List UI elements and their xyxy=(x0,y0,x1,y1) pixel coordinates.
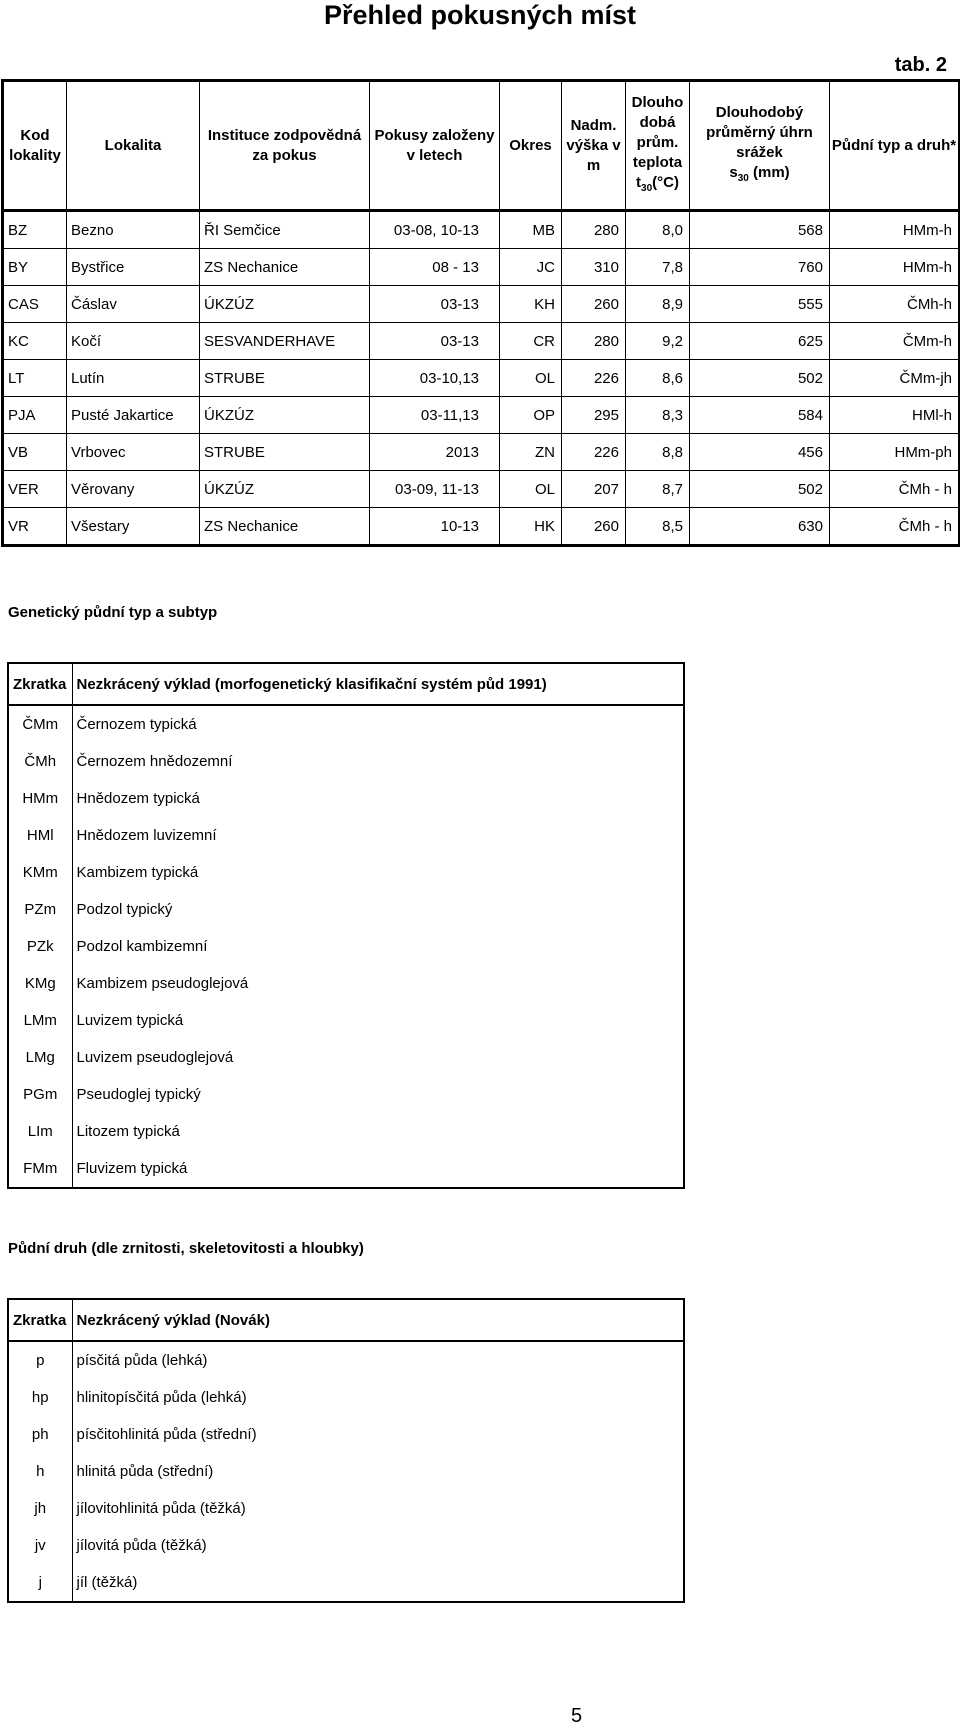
cell-instituce: ÚKZÚZ xyxy=(200,397,370,434)
druh-header-desc: Nezkrácený výklad (Novák) xyxy=(72,1299,684,1341)
legend-code: FMm xyxy=(23,1160,58,1177)
legend-row xyxy=(8,1341,684,1379)
legend-row xyxy=(8,1453,684,1490)
cell-kod: CAS xyxy=(3,286,67,323)
table-row xyxy=(3,323,960,360)
header-srazky-symbol: s xyxy=(729,163,738,181)
cell-srazky: 568 xyxy=(690,211,830,249)
cell-pudni: ČMh - h xyxy=(830,508,960,546)
table-row xyxy=(3,211,960,249)
legend-description: Luvizem pseudoglejová xyxy=(72,1039,684,1076)
cell-instituce: SESVANDERHAVE xyxy=(200,323,370,360)
legend-code: ČMh xyxy=(24,753,57,770)
table-label: tab. 2 xyxy=(894,54,947,76)
cell-lokalita: Bystřice xyxy=(67,249,200,286)
table-row xyxy=(3,249,960,286)
cell-lokalita: Bezno xyxy=(67,211,200,249)
cell-teplota: 8,3 xyxy=(626,397,690,434)
legend-description: Černozem hnědozemní xyxy=(72,743,684,780)
cell-kod: VER xyxy=(3,471,67,508)
cell-srazky: 760 xyxy=(690,249,830,286)
legend-description: Kambizem typická xyxy=(72,854,684,891)
cell-teplota: 9,2 xyxy=(626,323,690,360)
legend-description: Černozem typická xyxy=(72,705,684,743)
cell-nadm: 226 xyxy=(562,360,626,397)
cell-kod: BZ xyxy=(3,211,67,249)
cell-okres: KH xyxy=(500,286,562,323)
cell-okres: OL xyxy=(500,471,562,508)
cell-instituce: ZS Nechanice xyxy=(200,249,370,286)
header-lokalita: Lokalita xyxy=(67,81,200,211)
cell-lokalita: Kočí xyxy=(67,323,200,360)
legend-row xyxy=(8,928,684,965)
cell-pudni: HMm-h xyxy=(830,249,960,286)
cell-nadm: 226 xyxy=(562,434,626,471)
table-row xyxy=(3,286,960,323)
legend-code: PZm xyxy=(24,901,57,918)
legend-description: Podzol typický xyxy=(72,891,684,928)
cell-lokalita: Lutín xyxy=(67,360,200,397)
legend-code: hp xyxy=(31,1389,49,1406)
cell-okres: JC xyxy=(500,249,562,286)
druh-legend-container xyxy=(7,1298,685,1603)
cell-lokalita: Čáslav xyxy=(67,286,200,323)
legend-code: jv xyxy=(34,1537,46,1554)
legend-row xyxy=(8,817,684,854)
legend-code: LMg xyxy=(25,1049,55,1066)
legend-row xyxy=(8,1564,684,1602)
legend-description: písčitohlinitá půda (střední) xyxy=(72,1416,684,1453)
page-title: Přehled pokusných míst xyxy=(323,0,637,30)
header-teplota-symbol: t xyxy=(636,173,642,191)
cell-teplota: 8,5 xyxy=(626,508,690,546)
legend-code: h xyxy=(36,1463,45,1480)
cell-okres: OP xyxy=(500,397,562,434)
cell-nadm: 260 xyxy=(562,508,626,546)
header-teplota xyxy=(626,81,690,211)
legend-row xyxy=(8,965,684,1002)
table-row xyxy=(3,434,960,471)
cell-pudni: ČMh - h xyxy=(830,471,960,508)
legend-row xyxy=(8,891,684,928)
cell-kod: BY xyxy=(3,249,67,286)
cell-srazky: 502 xyxy=(690,471,830,508)
cell-nadm: 280 xyxy=(562,323,626,360)
druh-legend-table xyxy=(7,1298,685,1603)
cell-srazky: 555 xyxy=(690,286,830,323)
legend-description: Hnědozem luvizemní xyxy=(72,817,684,854)
header-teplota-label: Dlouho dobá prům. teplota xyxy=(631,93,684,171)
genetic-legend-body xyxy=(8,705,684,1188)
cell-instituce: ŘI Semčice xyxy=(200,211,370,249)
cell-pokusy: 03-10,13 xyxy=(370,360,500,397)
legend-description: jílovitá půda (těžká) xyxy=(72,1527,684,1564)
legend-code: ph xyxy=(31,1426,49,1443)
header-teplota-unit: (°C) xyxy=(652,173,679,191)
cell-pokusy: 03-13 xyxy=(370,323,500,360)
legend-code: HMl xyxy=(26,827,54,844)
legend-row xyxy=(8,1113,684,1150)
cell-nadm: 280 xyxy=(562,211,626,249)
cell-pokusy: 03-11,13 xyxy=(370,397,500,434)
cell-instituce: ÚKZÚZ xyxy=(200,286,370,323)
cell-teplota: 8,8 xyxy=(626,434,690,471)
cell-nadm: 295 xyxy=(562,397,626,434)
legend-description: Fluvizem typická xyxy=(72,1150,684,1188)
druh-header-code: Zkratka xyxy=(8,1299,72,1341)
cell-srazky: 456 xyxy=(690,434,830,471)
legend-code: KMg xyxy=(24,975,56,992)
header-okres: Okres xyxy=(500,81,562,211)
cell-kod: PJA xyxy=(3,397,67,434)
legend-description: Litozem typická xyxy=(72,1113,684,1150)
table-row xyxy=(3,360,960,397)
header-kod: Kod lokality xyxy=(3,81,67,211)
header-pudni: Půdní typ a druh* xyxy=(830,81,960,211)
genetic-legend-container xyxy=(7,662,685,1189)
sites-table-body xyxy=(3,211,960,546)
cell-pudni: HMm-ph xyxy=(830,434,960,471)
sites-table-container xyxy=(1,79,958,547)
cell-kod: VR xyxy=(3,508,67,546)
legend-code: p xyxy=(36,1352,45,1369)
cell-pudni: ČMh-h xyxy=(830,286,960,323)
cell-pudni: HMm-h xyxy=(830,211,960,249)
legend-row xyxy=(8,1527,684,1564)
legend-code: KMm xyxy=(22,864,58,881)
cell-instituce: ÚKZÚZ xyxy=(200,471,370,508)
cell-teplota: 8,6 xyxy=(626,360,690,397)
page-number: 5 xyxy=(571,1705,583,1727)
cell-instituce: STRUBE xyxy=(200,434,370,471)
header-instituce: Instituce zodpovědná za pokus xyxy=(200,81,370,211)
legend-code: LMm xyxy=(23,1012,57,1029)
cell-pudni: ČMm-jh xyxy=(830,360,960,397)
druh-legend-body xyxy=(8,1341,684,1602)
legend-row xyxy=(8,1490,684,1527)
legend-row xyxy=(8,1039,684,1076)
table-row xyxy=(3,508,960,546)
legend-row xyxy=(8,1002,684,1039)
cell-pokusy: 03-08, 10-13 xyxy=(370,211,500,249)
table-row xyxy=(3,471,960,508)
legend-row xyxy=(8,854,684,891)
cell-okres: CR xyxy=(500,323,562,360)
cell-pokusy: 2013 xyxy=(370,434,500,471)
cell-teplota: 8,7 xyxy=(626,471,690,508)
legend-description: hlinitá půda (střední) xyxy=(72,1453,684,1490)
legend-description: jíl (těžká) xyxy=(72,1564,684,1602)
cell-pudni: HMl-h xyxy=(830,397,960,434)
legend-description: hlinitopísčitá půda (lehká) xyxy=(72,1379,684,1416)
legend-row xyxy=(8,780,684,817)
cell-okres: HK xyxy=(500,508,562,546)
legend-row xyxy=(8,1416,684,1453)
legend-description: Hnědozem typická xyxy=(72,780,684,817)
genetic-header-desc: Nezkrácený výklad (morfogenetický klasifikační systém půd 1991) xyxy=(72,663,684,705)
cell-instituce: STRUBE xyxy=(200,360,370,397)
cell-lokalita: Všestary xyxy=(67,508,200,546)
legend-code: LIm xyxy=(27,1123,53,1140)
legend-description: písčitá půda (lehká) xyxy=(72,1341,684,1379)
cell-kod: KC xyxy=(3,323,67,360)
cell-okres: ZN xyxy=(500,434,562,471)
cell-teplota: 7,8 xyxy=(626,249,690,286)
header-srazky-unit: (mm) xyxy=(748,163,790,181)
cell-lokalita: Věrovany xyxy=(67,471,200,508)
cell-pokusy: 08 - 13 xyxy=(370,249,500,286)
cell-teplota: 8,0 xyxy=(626,211,690,249)
header-teplota-sub: 30 xyxy=(641,182,653,194)
legend-description: Luvizem typická xyxy=(72,1002,684,1039)
legend-row xyxy=(8,1379,684,1416)
cell-srazky: 630 xyxy=(690,508,830,546)
cell-nadm: 310 xyxy=(562,249,626,286)
sites-table xyxy=(1,79,960,547)
cell-srazky: 584 xyxy=(690,397,830,434)
genetic-legend-table xyxy=(7,662,685,1189)
legend-description: jílovitohlinitá půda (těžká) xyxy=(72,1490,684,1527)
header-nadm: Nadm. výška v m xyxy=(562,81,626,211)
header-pokusy: Pokusy založeny v letech xyxy=(370,81,500,211)
legend-code: HMm xyxy=(22,790,59,807)
legend-code: PZk xyxy=(26,938,54,955)
legend-code: ČMm xyxy=(22,716,59,733)
cell-okres: OL xyxy=(500,360,562,397)
cell-nadm: 260 xyxy=(562,286,626,323)
legend-code: jh xyxy=(34,1500,47,1517)
cell-pokusy: 10-13 xyxy=(370,508,500,546)
genetic-section-title: Genetický půdní typ a subtyp xyxy=(8,604,218,621)
header-srazky-label: Dlouhodobý průměrný úhrn srážek xyxy=(706,103,813,161)
cell-lokalita: Pusté Jakartice xyxy=(67,397,200,434)
cell-pokusy: 03-09, 11-13 xyxy=(370,471,500,508)
cell-instituce: ZS Nechanice xyxy=(200,508,370,546)
legend-description: Pseudoglej typický xyxy=(72,1076,684,1113)
table-row xyxy=(3,397,960,434)
legend-code: j xyxy=(38,1574,42,1591)
legend-description: Podzol kambizemní xyxy=(72,928,684,965)
cell-kod: VB xyxy=(3,434,67,471)
cell-pudni: ČMm-h xyxy=(830,323,960,360)
genetic-header-code: Zkratka xyxy=(8,663,72,705)
legend-description: Kambizem pseudoglejová xyxy=(72,965,684,1002)
header-srazky-sub: 30 xyxy=(737,172,749,184)
legend-code: PGm xyxy=(23,1086,58,1103)
header-srazky xyxy=(690,81,830,211)
legend-row xyxy=(8,1150,684,1188)
cell-nadm: 207 xyxy=(562,471,626,508)
cell-srazky: 625 xyxy=(690,323,830,360)
cell-pokusy: 03-13 xyxy=(370,286,500,323)
cell-okres: MB xyxy=(500,211,562,249)
cell-lokalita: Vrbovec xyxy=(67,434,200,471)
legend-row xyxy=(8,705,684,743)
legend-row xyxy=(8,743,684,780)
cell-srazky: 502 xyxy=(690,360,830,397)
druh-section-title: Půdní druh (dle zrnitosti, skeletovitosti a hloubky) xyxy=(8,1240,364,1257)
legend-row xyxy=(8,1076,684,1113)
cell-kod: LT xyxy=(3,360,67,397)
cell-teplota: 8,9 xyxy=(626,286,690,323)
